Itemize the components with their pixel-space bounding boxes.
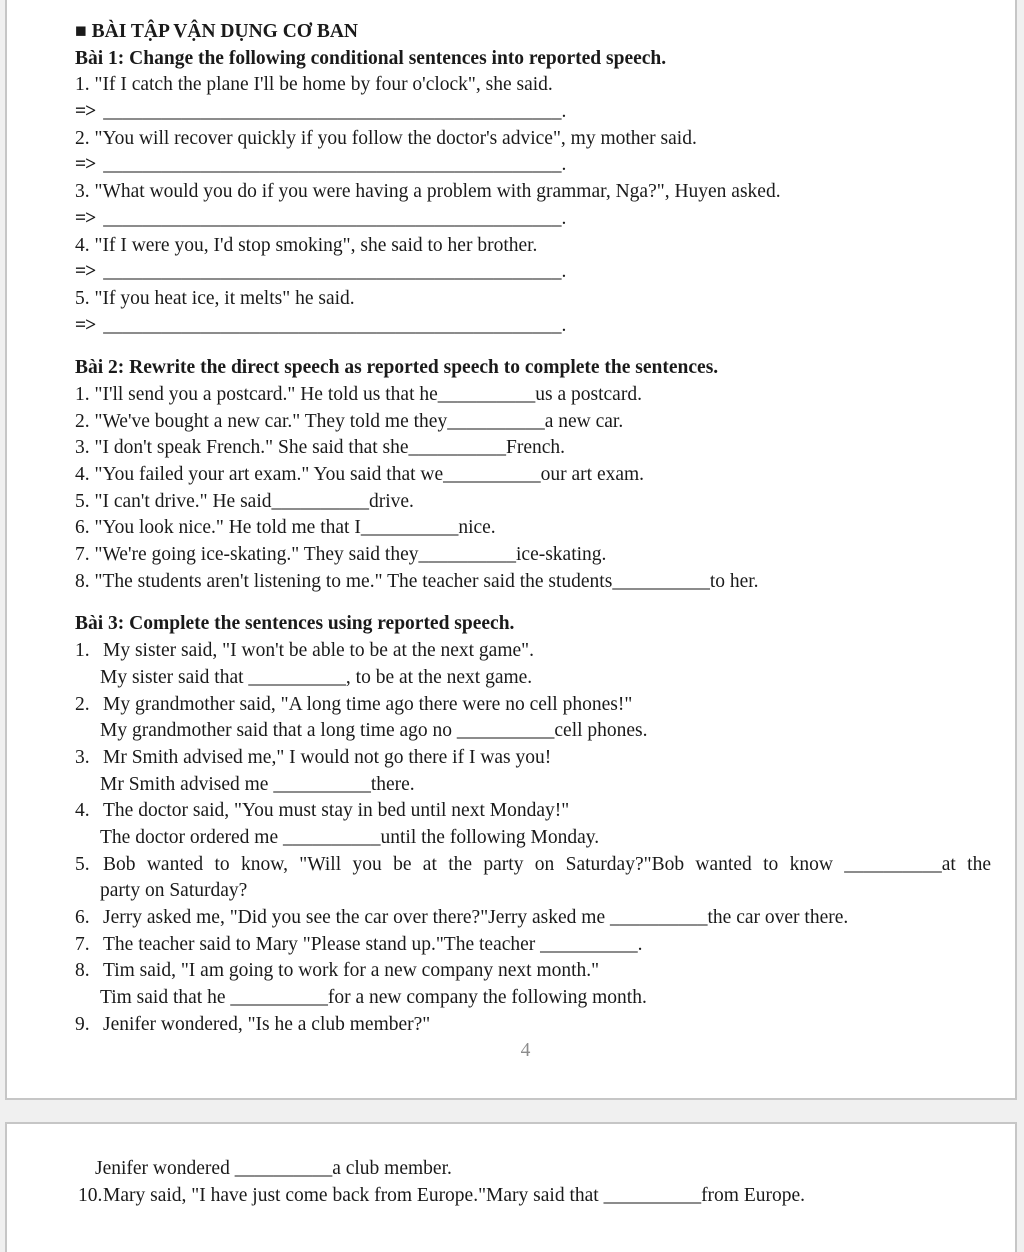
text-line: 2. "We've bought a new car." They told me they__________a new car.	[75, 410, 624, 432]
item-text: Jenifer wondered, "Is he a club member?"	[103, 1013, 431, 1035]
text-line	[75, 958, 991, 985]
text-line: Mr Smith advised me __________there.	[100, 773, 415, 795]
text-line: 3. "What would you do if you were having a problem with grammar, Nga?", Huyen asked.	[75, 181, 781, 203]
answer-blank: _______________________________________________.	[103, 207, 567, 229]
item-number: 7.	[75, 933, 90, 955]
item-number: 4.	[75, 800, 90, 822]
text-line: 2. "You will recover quickly if you follow the doctor's advice", my mother said.	[75, 127, 697, 149]
text-line: Bài 1: Change the following conditional sentences into reported speech.	[75, 47, 667, 69]
text-line: party on Saturday?	[100, 880, 248, 902]
text-line: 4. "You failed your art exam." You said that we__________our art exam.	[75, 464, 645, 485]
text-line: 5. "If you heat ice, it melts" he said.	[75, 287, 355, 309]
text-line: ■ BÀI TẬP VẬN DỤNG CƠ BAN	[75, 21, 359, 42]
text-line	[75, 313, 991, 340]
text-line: 6. "You look nice." He told me that I__________nice.	[75, 517, 496, 539]
arrow-prefix: =>	[75, 154, 96, 176]
text-line	[75, 206, 991, 233]
item-number: 2.	[75, 693, 90, 715]
answer-blank: _______________________________________________.	[103, 101, 567, 123]
blank-line	[75, 595, 991, 611]
item-number: 3.	[75, 746, 90, 768]
document-page-1	[5, 0, 1017, 1100]
text-line: Bài 3: Complete the sentences using reported speech.	[75, 613, 515, 635]
item-text: Mr Smith advised me," I would not go there if I was you!	[103, 746, 552, 768]
arrow-prefix: =>	[75, 261, 96, 283]
document-page-2	[5, 1122, 1017, 1252]
page-1-content	[7, 0, 1015, 1065]
text-line	[75, 1012, 991, 1039]
text-line	[75, 852, 991, 879]
page-number: 4	[520, 1040, 531, 1062]
text-line	[75, 99, 991, 126]
item-number: 10.	[78, 1184, 103, 1206]
item-number: 5.	[75, 853, 90, 875]
item-number: 9.	[75, 1013, 90, 1035]
item-number: 8.	[75, 960, 90, 982]
page-2-content	[7, 1124, 1015, 1209]
item-text: Jerry asked me, "Did you see the car over there?"Jerry asked me __________the car over there.	[103, 907, 849, 928]
text-line	[75, 259, 991, 286]
item-text: Mary said, "I have just come back from Europe."Mary said that __________from Europe.	[103, 1184, 806, 1206]
item-text: The doctor said, "You must stay in bed until next Monday!"	[103, 800, 570, 822]
text-line: 5. "I can't drive." He said__________drive.	[75, 490, 414, 512]
item-text: My grandmother said, "A long time ago there were no cell phones!"	[103, 693, 633, 715]
text-line: Jenifer wondered __________a club member.	[95, 1158, 452, 1179]
text-line: Bài 2: Rewrite the direct speech as reported speech to complete the sentences.	[75, 357, 719, 379]
item-number: 1.	[75, 640, 90, 662]
text-line: My sister said that __________, to be at the next game.	[100, 666, 533, 688]
text-line: 3. "I don't speak French." She said that she__________French.	[75, 437, 566, 459]
text-line: My grandmother said that a long time ago no __________cell phones.	[100, 720, 648, 742]
answer-blank: _______________________________________________.	[103, 314, 567, 336]
text-line	[75, 152, 991, 179]
answer-blank: _______________________________________________.	[103, 261, 567, 283]
text-line	[75, 798, 991, 825]
text-line: 1. "If I catch the plane I'll be home by four o'clock", she said.	[75, 74, 553, 96]
text-line	[75, 932, 991, 959]
text-line	[75, 638, 991, 665]
item-text: Bob wanted to know, "Will you be at the party on Saturday?"Bob wanted to know __________at the	[103, 853, 991, 875]
item-text: The teacher said to Mary "Please stand up."The teacher __________.	[103, 933, 643, 955]
text-line: 7. "We're going ice-skating." They said they__________ice-skating.	[75, 544, 607, 566]
text-line	[75, 905, 991, 932]
text-line	[75, 692, 991, 719]
answer-blank: _______________________________________________.	[103, 154, 567, 176]
item-text: Tim said, "I am going to work for a new company next month."	[103, 960, 600, 982]
text-line: 1. "I'll send you a postcard." He told us that he__________us a postcard.	[75, 383, 642, 405]
text-line: 4. "If I were you, I'd stop smoking", she said to her brother.	[75, 234, 538, 256]
text-line: The doctor ordered me __________until the following Monday.	[100, 826, 600, 848]
arrow-prefix: =>	[75, 207, 96, 229]
item-number: 6.	[75, 907, 90, 928]
text-line: Tim said that he __________for a new company the following month.	[100, 987, 647, 1009]
text-line	[75, 745, 991, 772]
arrow-prefix: =>	[75, 314, 96, 336]
arrow-prefix: =>	[75, 101, 96, 123]
blank-line	[75, 339, 991, 355]
text-line	[75, 1183, 991, 1210]
text-line: 8. "The students aren't listening to me." The teacher said the students__________to her.	[75, 570, 759, 592]
item-text: My sister said, "I won't be able to be at the next game".	[103, 640, 534, 662]
